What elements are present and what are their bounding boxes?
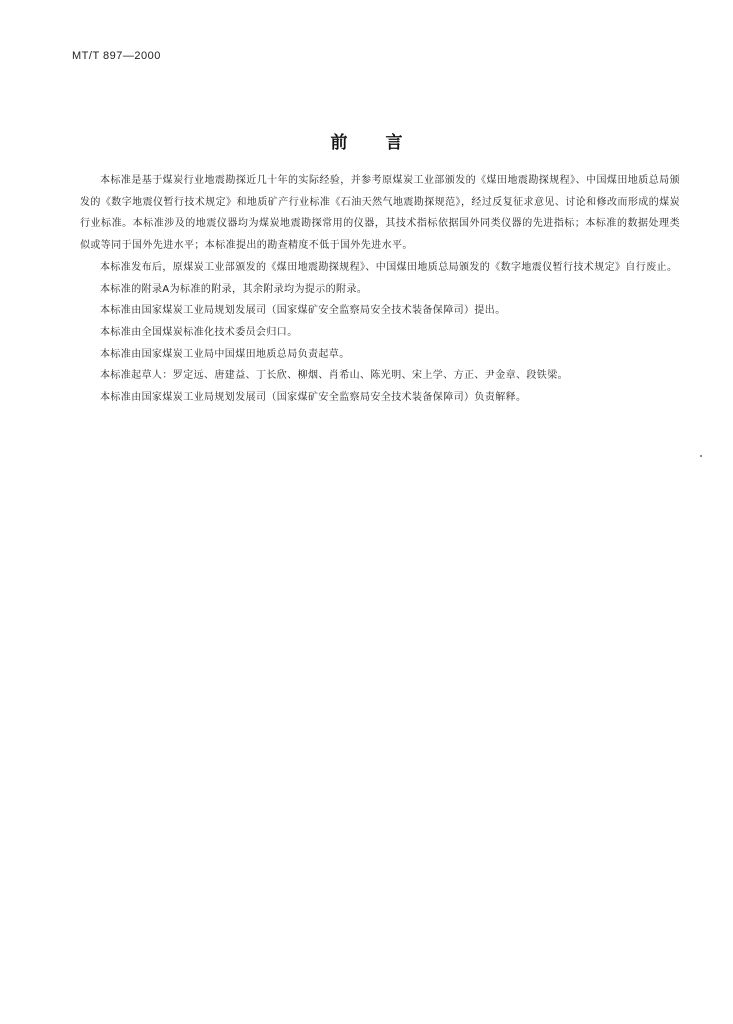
paragraph-centralized-by: 本标准由全国煤炭标准化技术委员会归口。: [100, 326, 298, 338]
page-title: [0, 128, 733, 153]
paragraph-proposed-by: 本标准由国家煤炭工业局规划发展司（国家煤矿安全监察局安全技术装备保障司）提出。: [100, 305, 506, 317]
paragraph-appendix: 本标准的附录A为标准的附录，其余附录均为提示的附录。: [100, 283, 368, 295]
paragraph-basis: 本标准是基于煤炭行业地震勘探近几十年的实际经验，并参考原煤炭工业部颁发的《煤田地震勘探规程》、中国煤田地质总局颁发的《数字地震仪暂行技术规定》和地质矿产行业标准《石油天然气地震勘探规范》，经过反复征求意见、讨论和修改而形成的煤炭行业标准。本标准涉及的地震仪器均为煤炭地震勘探常用的仪器，其技术指标依据国外同类仪器的先进指标；本标准的数据处理类似或等同于国外先进水平；本标准提出的勘查精度不低于国外先进水平。: [80, 175, 680, 252]
title-char-1: 前: [330, 133, 348, 153]
scan-speck: [700, 455, 702, 457]
standard-code: MT/T 897—2000: [72, 50, 161, 62]
paragraph-interpretation: 本标准由国家煤炭工业局规划发展司（国家煤矿安全监察局安全技术装备保障司）负责解释。: [100, 392, 527, 404]
paragraph-supersede: 本标准发布后，原煤炭工业部颁发的《煤田地震勘探规程》、中国煤田地质总局颁发的《数字地震仪暂行技术规定》自行废止。: [100, 261, 678, 273]
paragraph-drafters: 本标准起草人：罗定远、唐建益、丁长欣、柳烟、肖希山、陈光明、宋上学、方正、尹金章、段铁梁。: [100, 370, 568, 382]
foreword-body: [80, 170, 680, 409]
paragraph-drafted-by-unit: 本标准由国家煤炭工业局中国煤田地质总局负责起草。: [100, 348, 350, 360]
title-char-2: 言: [385, 133, 403, 153]
